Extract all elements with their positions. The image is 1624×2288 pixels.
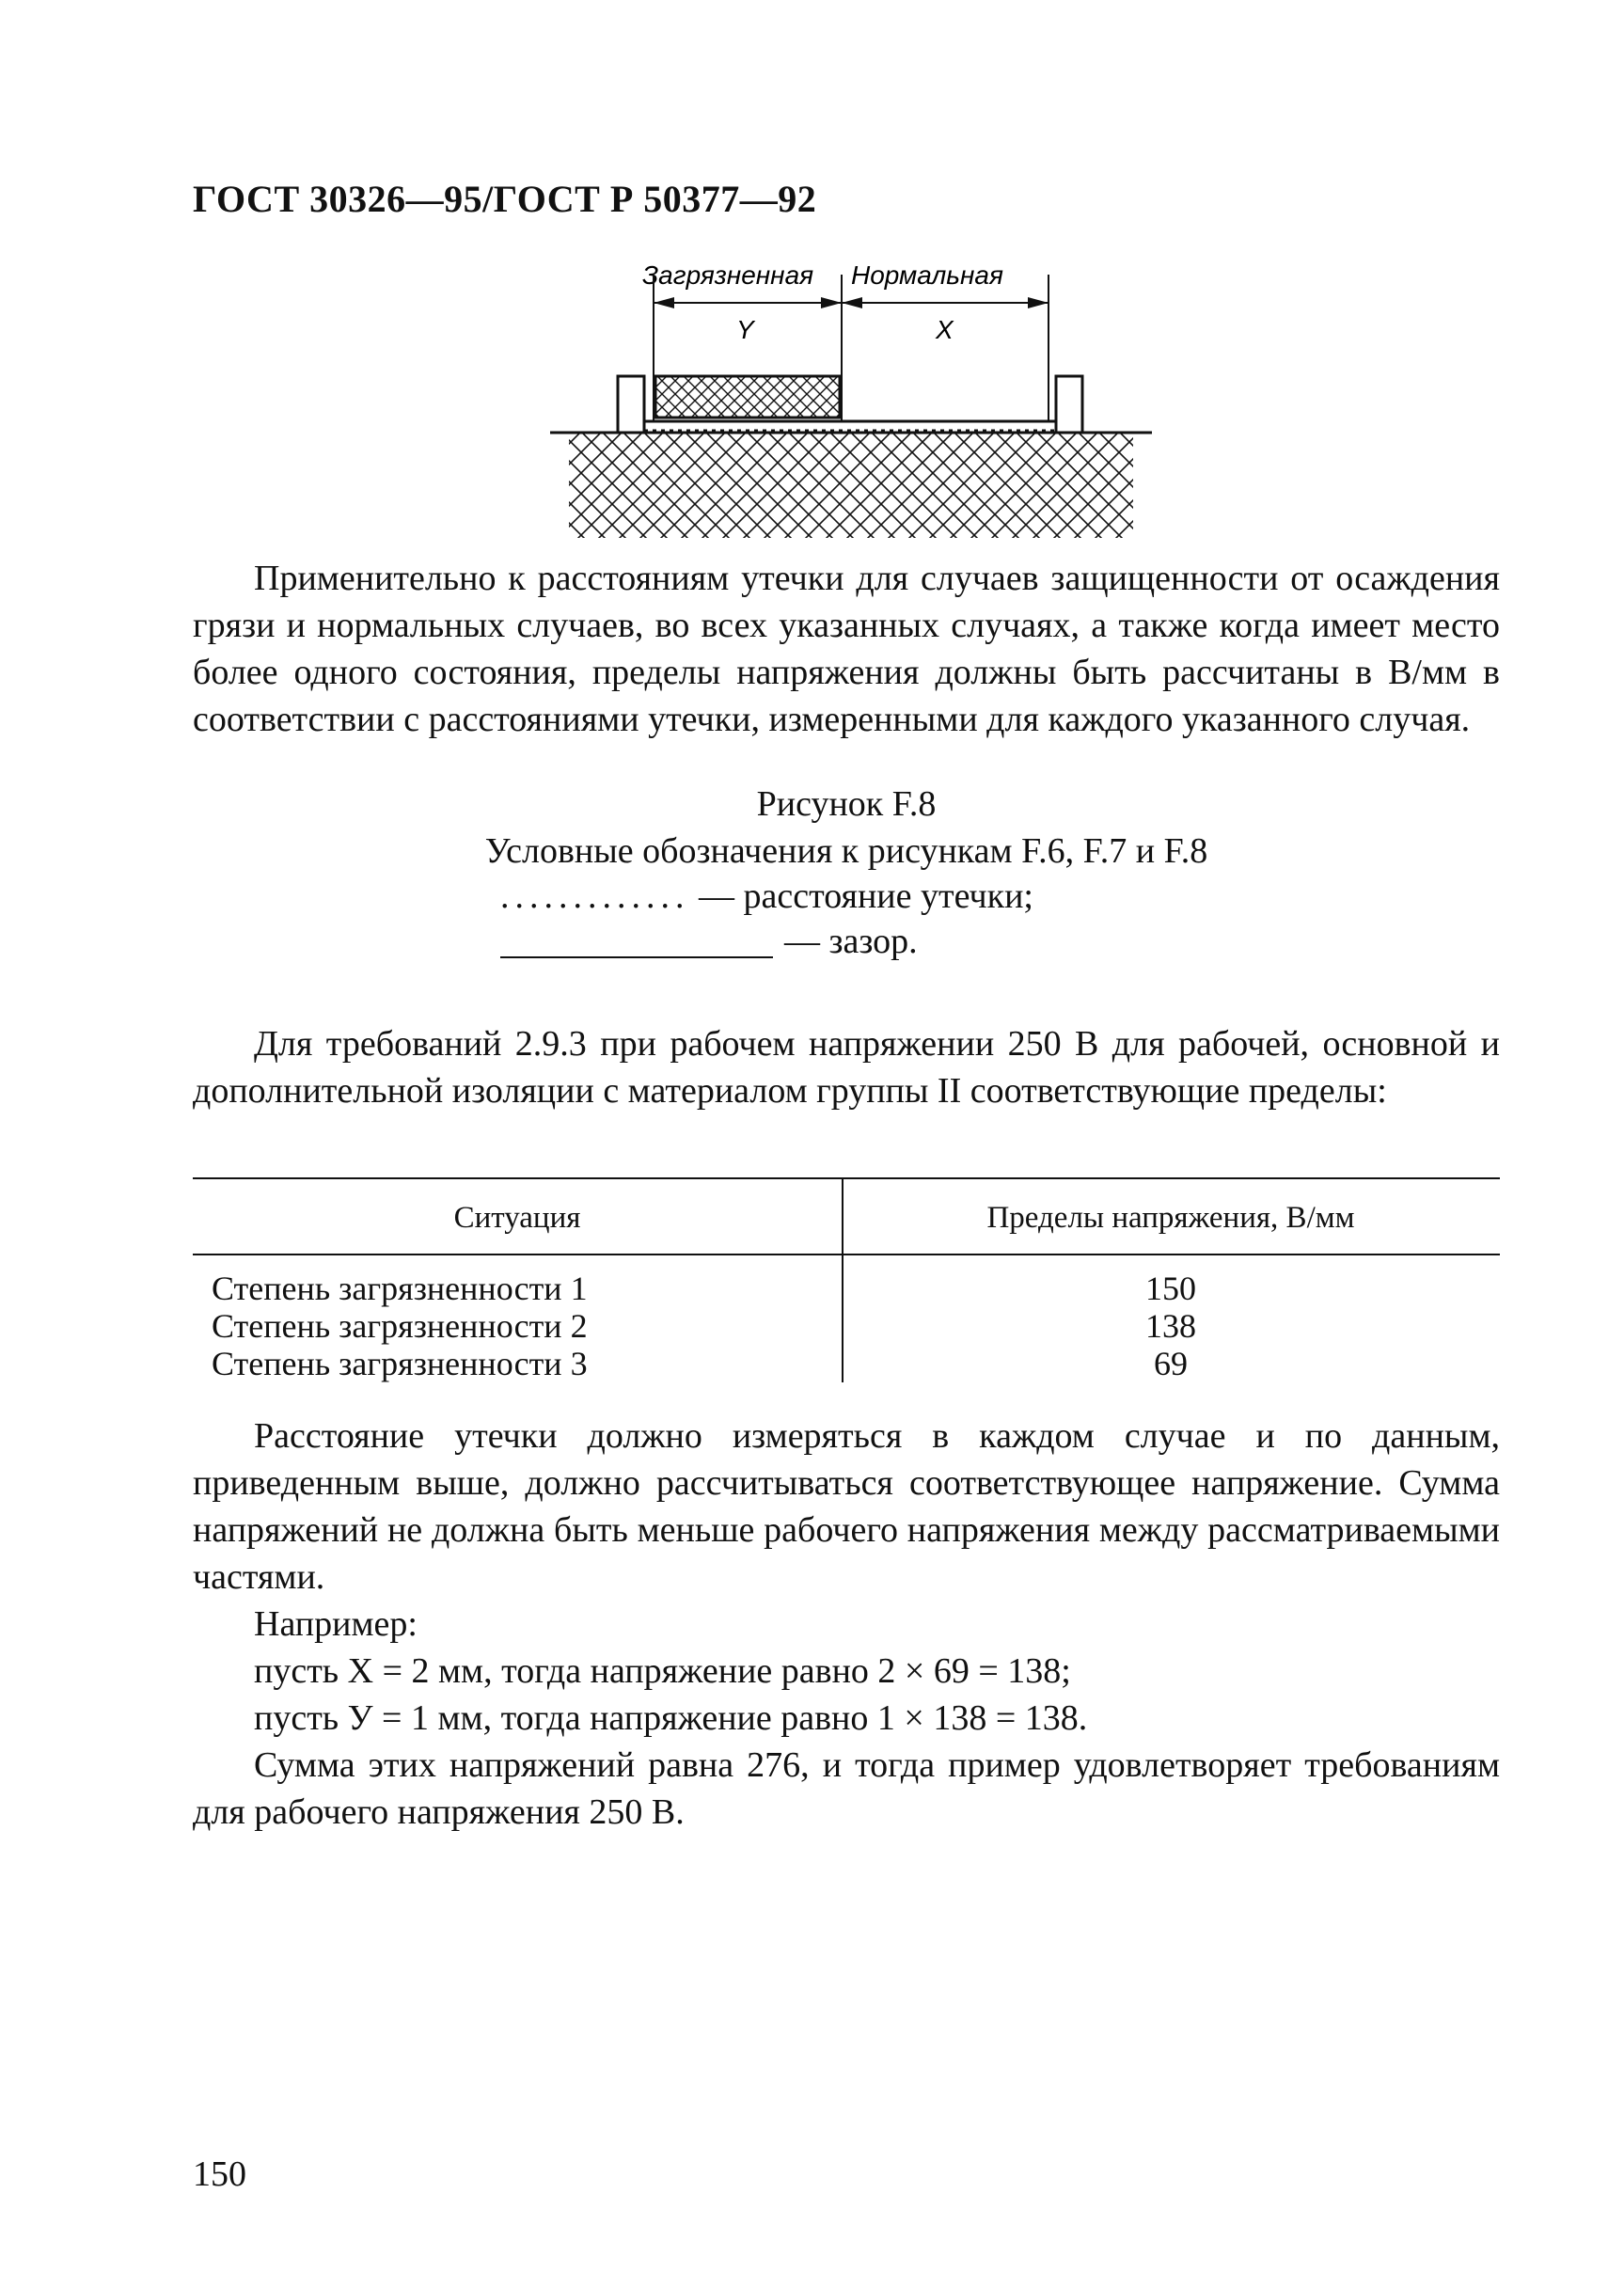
label-y: Y bbox=[736, 315, 754, 344]
table-top-rule bbox=[193, 1177, 1500, 1179]
table-cell-situation: Степень загрязненности 1 bbox=[212, 1270, 588, 1307]
label-normal: Нормальная bbox=[851, 260, 1003, 290]
page-header: ГОСТ 30326—95/ГОСТ Р 50377—92 bbox=[193, 178, 817, 220]
table-cell-limit: 138 bbox=[1145, 1307, 1196, 1345]
table-header-rule bbox=[193, 1254, 1500, 1255]
legend-clearance bbox=[500, 918, 918, 965]
label-polluted: Загрязненная bbox=[642, 260, 814, 290]
pollution-layer bbox=[655, 376, 840, 418]
right-conductor bbox=[1056, 376, 1082, 433]
legend-creepage bbox=[500, 873, 1033, 920]
paragraph-3: Расстояние утечки должно измеряться в каждом случае и по данным, приведенным выше, должно рассчитываться соответствующее напряжение. Сумма напряжений не должна быть меньше рабочего напряжения между рассматриваемыми частями. bbox=[193, 1416, 1500, 1597]
paragraph-1: Применительно к расстояниям утечки для случаев защищенности от осаждения грязи и нормальных случаев, во всех указанных случаях, а также когда имеет место более одного состояния, пределы напряжения должны быть рассчитаны в В/мм в соответствии с расстояниями утечки, измеренными для каждого указанного случая. bbox=[193, 559, 1500, 739]
left-conductor bbox=[618, 376, 644, 433]
legend-creepage-text: — расстояние утечки; bbox=[699, 876, 1033, 916]
table-cell-situation: Степень загрязненности 2 bbox=[212, 1307, 588, 1345]
creepage-figure bbox=[550, 256, 1152, 547]
table-row bbox=[193, 1270, 1500, 1307]
table-cell-limit: 69 bbox=[1154, 1345, 1188, 1382]
table-cell-limit: 150 bbox=[1145, 1270, 1196, 1307]
table-row bbox=[193, 1307, 1500, 1345]
paragraph-4: Сумма этих напряжений равна 276, и тогда пример удовлетворяет требованиям для рабочего напряжения 250 В. bbox=[193, 1745, 1500, 1832]
table-header-situation: Ситуация bbox=[453, 1201, 581, 1235]
insulation-base bbox=[569, 433, 1133, 538]
figure-subtitle: Условные обозначения к рисункам F.6, F.7 и F.8 bbox=[484, 831, 1208, 871]
label-x: X bbox=[936, 315, 954, 344]
table-row bbox=[193, 1345, 1500, 1382]
paragraph-2: Для требований 2.9.3 при рабочем напряжении 250 В для рабочей, основной и дополнительной изоляции с материалом группы II соответствующие пределы: bbox=[193, 1024, 1500, 1111]
table-cell-situation: Степень загрязненности 3 bbox=[212, 1345, 588, 1382]
legend-clearance-text: — зазор. bbox=[784, 922, 918, 961]
example-line-2: пусть У = 1 мм, тогда напряжение равно 1 × 138 = 138. bbox=[254, 1698, 1088, 1738]
figure-title: Рисунок F.8 bbox=[756, 784, 937, 824]
table-header-limits: Пределы напряжения, В/мм bbox=[986, 1201, 1355, 1235]
example-intro: Например: bbox=[254, 1604, 418, 1644]
example-line-1: пусть X = 2 мм, тогда напряжение равно 2 × 69 = 138; bbox=[254, 1651, 1071, 1691]
legend-dots: ............. bbox=[500, 876, 690, 916]
legend-line bbox=[500, 956, 773, 958]
page-number: 150 bbox=[193, 2154, 246, 2194]
